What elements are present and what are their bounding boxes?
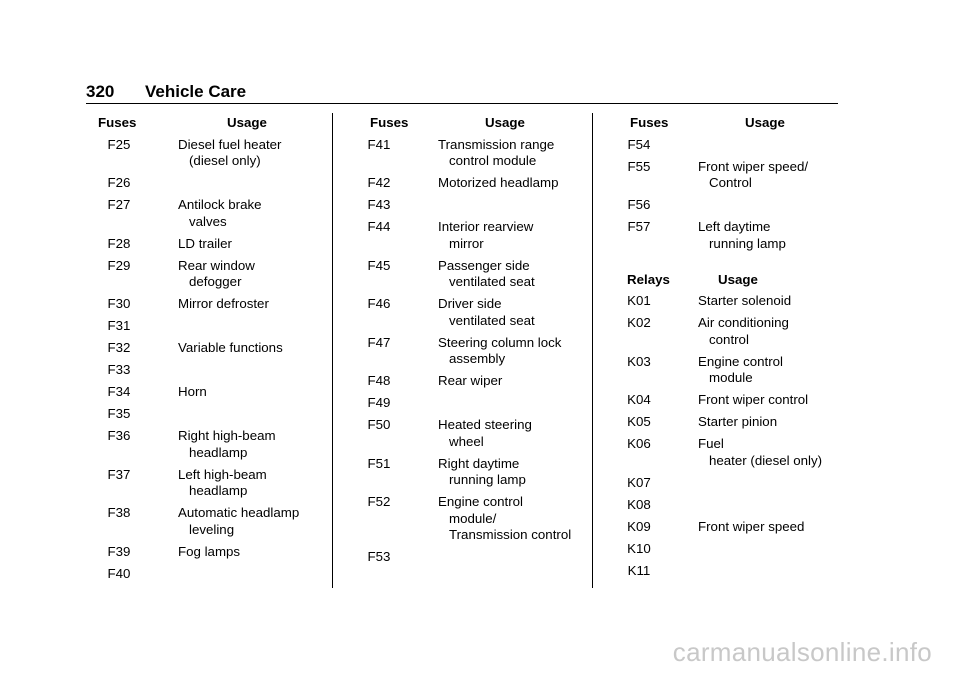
row-usage: Passenger side ventilated seat — [438, 257, 535, 289]
row-usage: Left daytime running lamp — [698, 219, 786, 251]
row-usage: Front wiper speed — [698, 518, 805, 534]
row-usage — [178, 566, 335, 583]
row-id: F39 — [107, 543, 131, 559]
row-id: F50 — [367, 417, 391, 432]
row-usage: Diesel fuel heater (diesel only) — [178, 136, 282, 168]
row-usage: Left high-beam headlamp — [178, 466, 267, 498]
table-row — [350, 219, 595, 252]
table-row — [610, 159, 855, 192]
table-row — [610, 137, 855, 154]
table-row — [350, 494, 595, 544]
table-row — [90, 467, 335, 500]
table-row — [610, 293, 855, 310]
row-usage — [178, 406, 335, 423]
row-id: F25 — [107, 136, 131, 152]
row-usage: Engine control module — [698, 353, 784, 385]
row-id: F41 — [367, 136, 391, 152]
row-id: F45 — [367, 257, 391, 273]
row-usage: Variable functions — [178, 340, 283, 355]
usage-heading: Usage — [718, 271, 758, 287]
usage-heading: Usage — [745, 115, 785, 130]
section-title: Vehicle Care — [145, 82, 247, 101]
row-usage — [698, 475, 855, 492]
row-id: F57 — [627, 219, 651, 234]
row-usage: Motorized headlamp — [438, 175, 559, 190]
row-usage: Fog lamps — [178, 543, 241, 559]
row-id: K11 — [627, 562, 651, 578]
row-usage — [698, 541, 855, 558]
row-usage — [698, 497, 855, 514]
row-id: K04 — [627, 392, 651, 407]
row-usage: Starter pinion — [698, 414, 778, 429]
row-id: F55 — [627, 158, 651, 174]
row-id: K03 — [627, 353, 651, 369]
column-header — [90, 115, 335, 131]
row-id: F26 — [107, 175, 131, 190]
table-row — [610, 354, 855, 387]
table-row — [90, 362, 335, 379]
table-row — [610, 315, 855, 348]
row-usage: Rear wiper — [438, 373, 503, 388]
row-id: F53 — [367, 549, 391, 564]
table-row — [350, 417, 595, 450]
row-id: F44 — [367, 219, 391, 234]
fuses-heading: Fuses — [370, 115, 409, 130]
row-id: F40 — [107, 565, 131, 581]
table-row — [350, 373, 595, 390]
row-usage: Automatic headlamp leveling — [178, 505, 300, 537]
row-usage — [698, 137, 855, 154]
row-usage — [178, 362, 335, 379]
row-id: F51 — [367, 455, 391, 471]
row-usage — [698, 197, 855, 214]
row-id: F38 — [107, 505, 131, 520]
row-usage: Starter solenoid — [698, 293, 792, 308]
row-id: K05 — [627, 414, 651, 429]
row-usage — [178, 175, 335, 192]
table-row — [350, 296, 595, 329]
table-row — [610, 436, 855, 469]
row-usage: Transmission range control module — [438, 136, 555, 168]
relays-heading: Relays — [627, 271, 670, 287]
row-id: F28 — [107, 235, 131, 251]
page-header — [86, 82, 246, 102]
row-id: F27 — [107, 197, 131, 212]
row-id: F43 — [367, 197, 391, 212]
table-row — [90, 318, 335, 335]
row-id: K06 — [627, 436, 651, 451]
relays-header — [610, 272, 855, 288]
row-id: F54 — [627, 136, 651, 152]
table-row — [610, 497, 855, 514]
table-row — [610, 414, 855, 431]
row-id: K01 — [627, 293, 651, 308]
table-row — [90, 406, 335, 423]
column-header — [610, 115, 855, 131]
table-row — [90, 340, 335, 357]
row-usage — [438, 395, 595, 412]
row-id: F49 — [367, 395, 391, 410]
row-id: K10 — [627, 540, 651, 556]
fuse-list — [350, 137, 595, 566]
table-row — [90, 544, 335, 561]
row-id: F32 — [107, 340, 131, 355]
row-id: F52 — [367, 494, 391, 509]
fuses-heading: Fuses — [98, 115, 137, 130]
row-id: F42 — [367, 175, 391, 190]
table-row — [350, 335, 595, 368]
table-row — [90, 197, 335, 230]
table-row — [90, 236, 335, 253]
watermark: carmanualsonline.info — [672, 637, 932, 667]
table-row — [90, 258, 335, 291]
row-usage: Front wiper speed/ Control — [698, 158, 809, 190]
table-row — [90, 566, 335, 583]
table-row — [350, 197, 595, 214]
header-rule — [86, 103, 838, 104]
table-row — [610, 475, 855, 492]
row-id: F35 — [107, 406, 131, 421]
table-row — [610, 219, 855, 252]
table-row — [90, 137, 335, 170]
row-usage: Antilock brake valves — [178, 197, 262, 229]
fuse-column-2 — [350, 115, 595, 571]
row-usage: Right daytime running lamp — [438, 455, 526, 487]
row-id: F36 — [107, 428, 131, 443]
table-row — [610, 541, 855, 558]
relay-list — [610, 293, 855, 579]
fuses-heading: Fuses — [630, 115, 669, 130]
row-id: F47 — [367, 334, 391, 350]
table-row — [350, 456, 595, 489]
table-row — [90, 428, 335, 461]
row-id: F48 — [367, 373, 391, 388]
table-row — [90, 175, 335, 192]
fuse-relay-column-3 — [610, 115, 855, 585]
row-id: F56 — [627, 197, 651, 212]
row-id: F33 — [107, 362, 131, 377]
usage-heading: Usage — [227, 115, 267, 130]
table-row — [610, 519, 855, 536]
page-number: 320 — [86, 82, 115, 101]
row-usage: Mirror defroster — [178, 296, 269, 311]
row-id: K09 — [627, 518, 651, 534]
row-usage: Horn — [178, 384, 207, 399]
table-row — [610, 392, 855, 409]
row-id: F34 — [107, 384, 131, 399]
row-usage: Fuel heater (diesel only) — [698, 436, 823, 468]
fuse-list — [90, 137, 335, 583]
row-usage: Steering column lock assembly — [438, 334, 562, 366]
row-id: F31 — [107, 318, 131, 333]
table-row — [350, 137, 595, 170]
table-row — [350, 549, 595, 566]
row-usage: LD trailer — [178, 235, 232, 251]
row-id: K08 — [627, 496, 651, 512]
table-row — [350, 395, 595, 412]
row-usage: Right high-beam headlamp — [178, 428, 276, 460]
row-usage: Driver side ventilated seat — [438, 296, 535, 328]
row-id: K02 — [627, 315, 651, 330]
table-row — [90, 505, 335, 538]
usage-heading: Usage — [485, 115, 525, 130]
table-row — [610, 197, 855, 214]
row-usage: Engine control module/ Transmission control — [438, 494, 572, 542]
row-usage — [178, 318, 335, 335]
table-row — [350, 175, 595, 192]
column-header — [350, 115, 595, 131]
fuse-column-1 — [90, 115, 335, 588]
row-usage — [698, 563, 855, 580]
row-id: F46 — [367, 296, 391, 311]
table-row — [610, 563, 855, 580]
row-usage: Heated steering wheel — [438, 417, 532, 449]
fuse-list — [610, 137, 855, 253]
row-id: F29 — [107, 257, 131, 273]
row-id: K07 — [627, 474, 651, 490]
table-row — [350, 258, 595, 291]
table-row — [90, 384, 335, 401]
row-id: F37 — [107, 466, 131, 482]
row-usage: Front wiper control — [698, 392, 809, 407]
row-id: F30 — [107, 296, 131, 311]
row-usage — [438, 197, 595, 214]
row-usage — [438, 549, 595, 566]
row-usage: Interior rearview mirror — [438, 219, 534, 251]
table-row — [90, 296, 335, 313]
row-usage: Rear window defogger — [178, 257, 255, 289]
row-usage: Air conditioning control — [698, 315, 789, 347]
